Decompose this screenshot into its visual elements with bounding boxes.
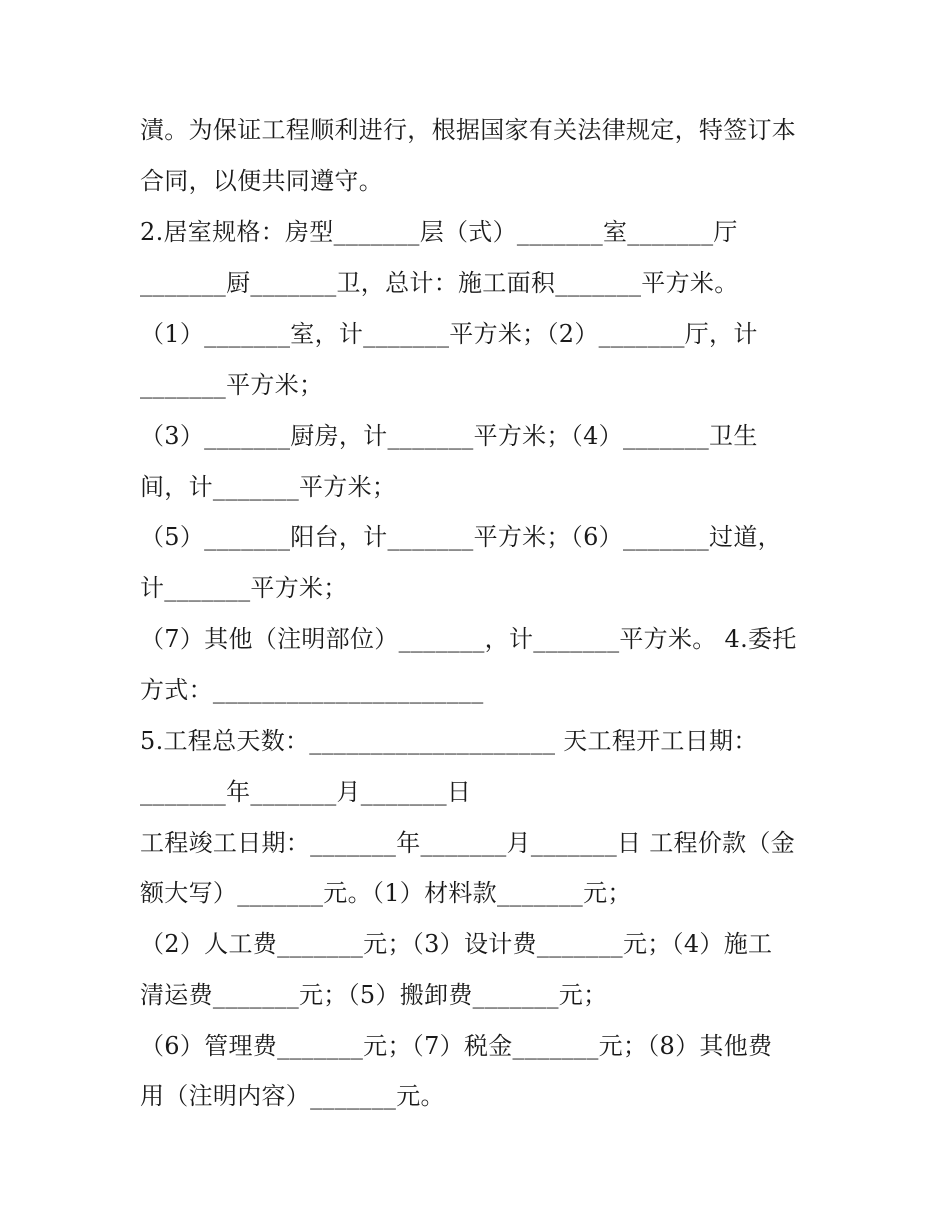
text-line: （3）_______厨房，计_______平方米；（4）_______卫生 <box>140 422 758 450</box>
text-line: _______年_______月_______日 <box>140 778 472 806</box>
text-line: 方式：______________________ <box>140 676 484 704</box>
text-line: _______厨_______卫，总计：施工面积_______平方米。 <box>140 269 739 297</box>
text-line: 工程竣工日期：_______年_______月_______日 工程价款（金 <box>140 829 796 857</box>
text-line: 清运费_______元；（5）搬卸费_______元； <box>140 981 608 1009</box>
text-line: 间，计_______平方米； <box>140 473 397 501</box>
text-line: 漬。为保证工程顺利进行，根据国家有关法律规定，特签订本 <box>140 116 797 144</box>
text-line: （1）_______室，计_______平方米；（2）_______厅，计 <box>140 320 758 348</box>
text-line: 用（注明内容）_______元。 <box>140 1082 445 1110</box>
text-line: 额大写）_______元。（1）材料款_______元； <box>140 879 632 907</box>
text-line: （2）人工费_______元；（3）设计费_______元；（4）施工 <box>140 930 773 958</box>
text-line: _______平方米； <box>140 371 324 399</box>
text-line: （5）_______阳台，计_______平方米；（6）_______过道， <box>140 523 782 551</box>
text-line: 合同，以便共同遵守。 <box>140 167 383 195</box>
text-line: （6）管理费_______元；（7）税金_______元；（8）其他费 <box>140 1032 773 1060</box>
text-line: 5.工程总天数：____________________ 天工程开工日期： <box>140 727 758 755</box>
text-line: 计_______平方米； <box>140 574 348 602</box>
text-line: （7）其他（注明部位）_______，计_______平方米。 4.委托 <box>140 625 797 653</box>
text-line: 2.居室规格：房型_______层（式）_______室_______厅 <box>140 218 738 246</box>
